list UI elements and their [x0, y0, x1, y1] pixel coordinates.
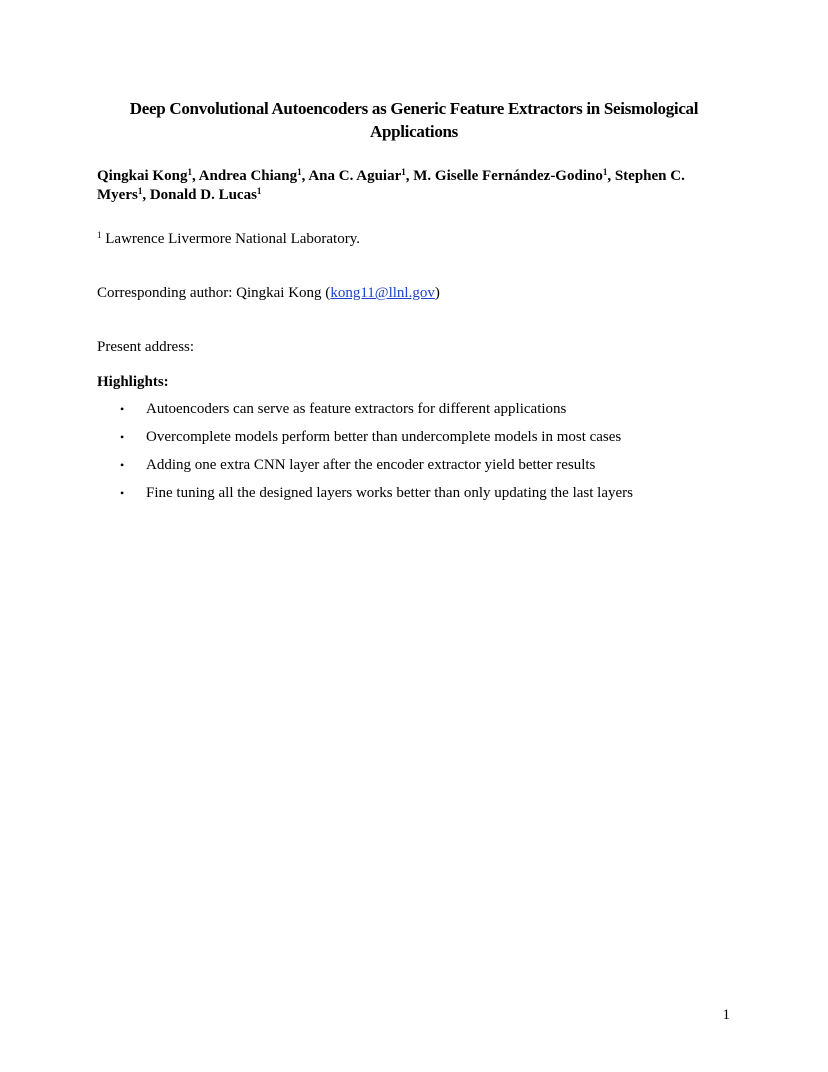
author-name: Ana C. Aguiar: [308, 168, 402, 184]
corresponding-email-link[interactable]: kong11@llnl.gov: [330, 285, 435, 301]
author-affiliation-marker: 1: [297, 167, 302, 177]
paper-title: Deep Convolutional Autoencoders as Generic Feature Extractors in Seismological Applications: [129, 99, 699, 141]
corresponding-author-suffix: ): [434, 285, 440, 301]
author-name: M. Giselle Fernández-Godino: [413, 168, 603, 184]
bullet-icon: •: [120, 402, 125, 416]
corresponding-author-prefix: Corresponding author: Qingkai Kong (: [97, 285, 331, 301]
affiliation-marker: 1: [97, 230, 102, 240]
affiliation-text: Lawrence Livermore National Laboratory.: [105, 231, 360, 247]
bullet-icon: •: [120, 430, 125, 444]
author-affiliation-marker: 1: [401, 167, 406, 177]
author-affiliation-marker: 1: [137, 186, 143, 196]
highlight-text: Autoencoders can serve as feature extractors for different applications: [146, 401, 567, 417]
corresponding-author: [97, 284, 440, 303]
author-name: Stephen C. Myers: [97, 168, 685, 203]
highlight-text: Adding one extra CNN layer after the encoder extractor yield better results: [146, 457, 596, 473]
author-list: Qingkai Kong$^1$, Andrea Chiang$^1$, Ana C. Aguiar$^1$, M. Giselle Fernández-Godino$^1$, Stephen C. Myers$^1$, Donald D. Lucas$^1$: [97, 167, 685, 203]
affiliation: [97, 230, 360, 249]
page-number: 1: [722, 1007, 730, 1023]
author-name: Qingkai Kong: [97, 168, 188, 184]
present-address: Present address:: [97, 339, 195, 355]
highlights-heading: Highlights:: [97, 374, 169, 390]
author-affiliation-marker: 1: [256, 186, 262, 196]
author-name: Andrea Chiang: [198, 168, 298, 184]
highlight-text: Overcomplete models perform better than undercomplete models in most cases: [146, 429, 622, 445]
bullet-icon: •: [120, 486, 125, 500]
author-name: Donald D. Lucas: [149, 187, 257, 203]
bullet-icon: •: [120, 458, 125, 472]
author-affiliation-marker: 1: [187, 167, 192, 177]
author-affiliation-marker: 1: [602, 167, 608, 177]
highlight-text: Fine tuning all the designed layers works better than only updating the last layers: [146, 485, 633, 501]
